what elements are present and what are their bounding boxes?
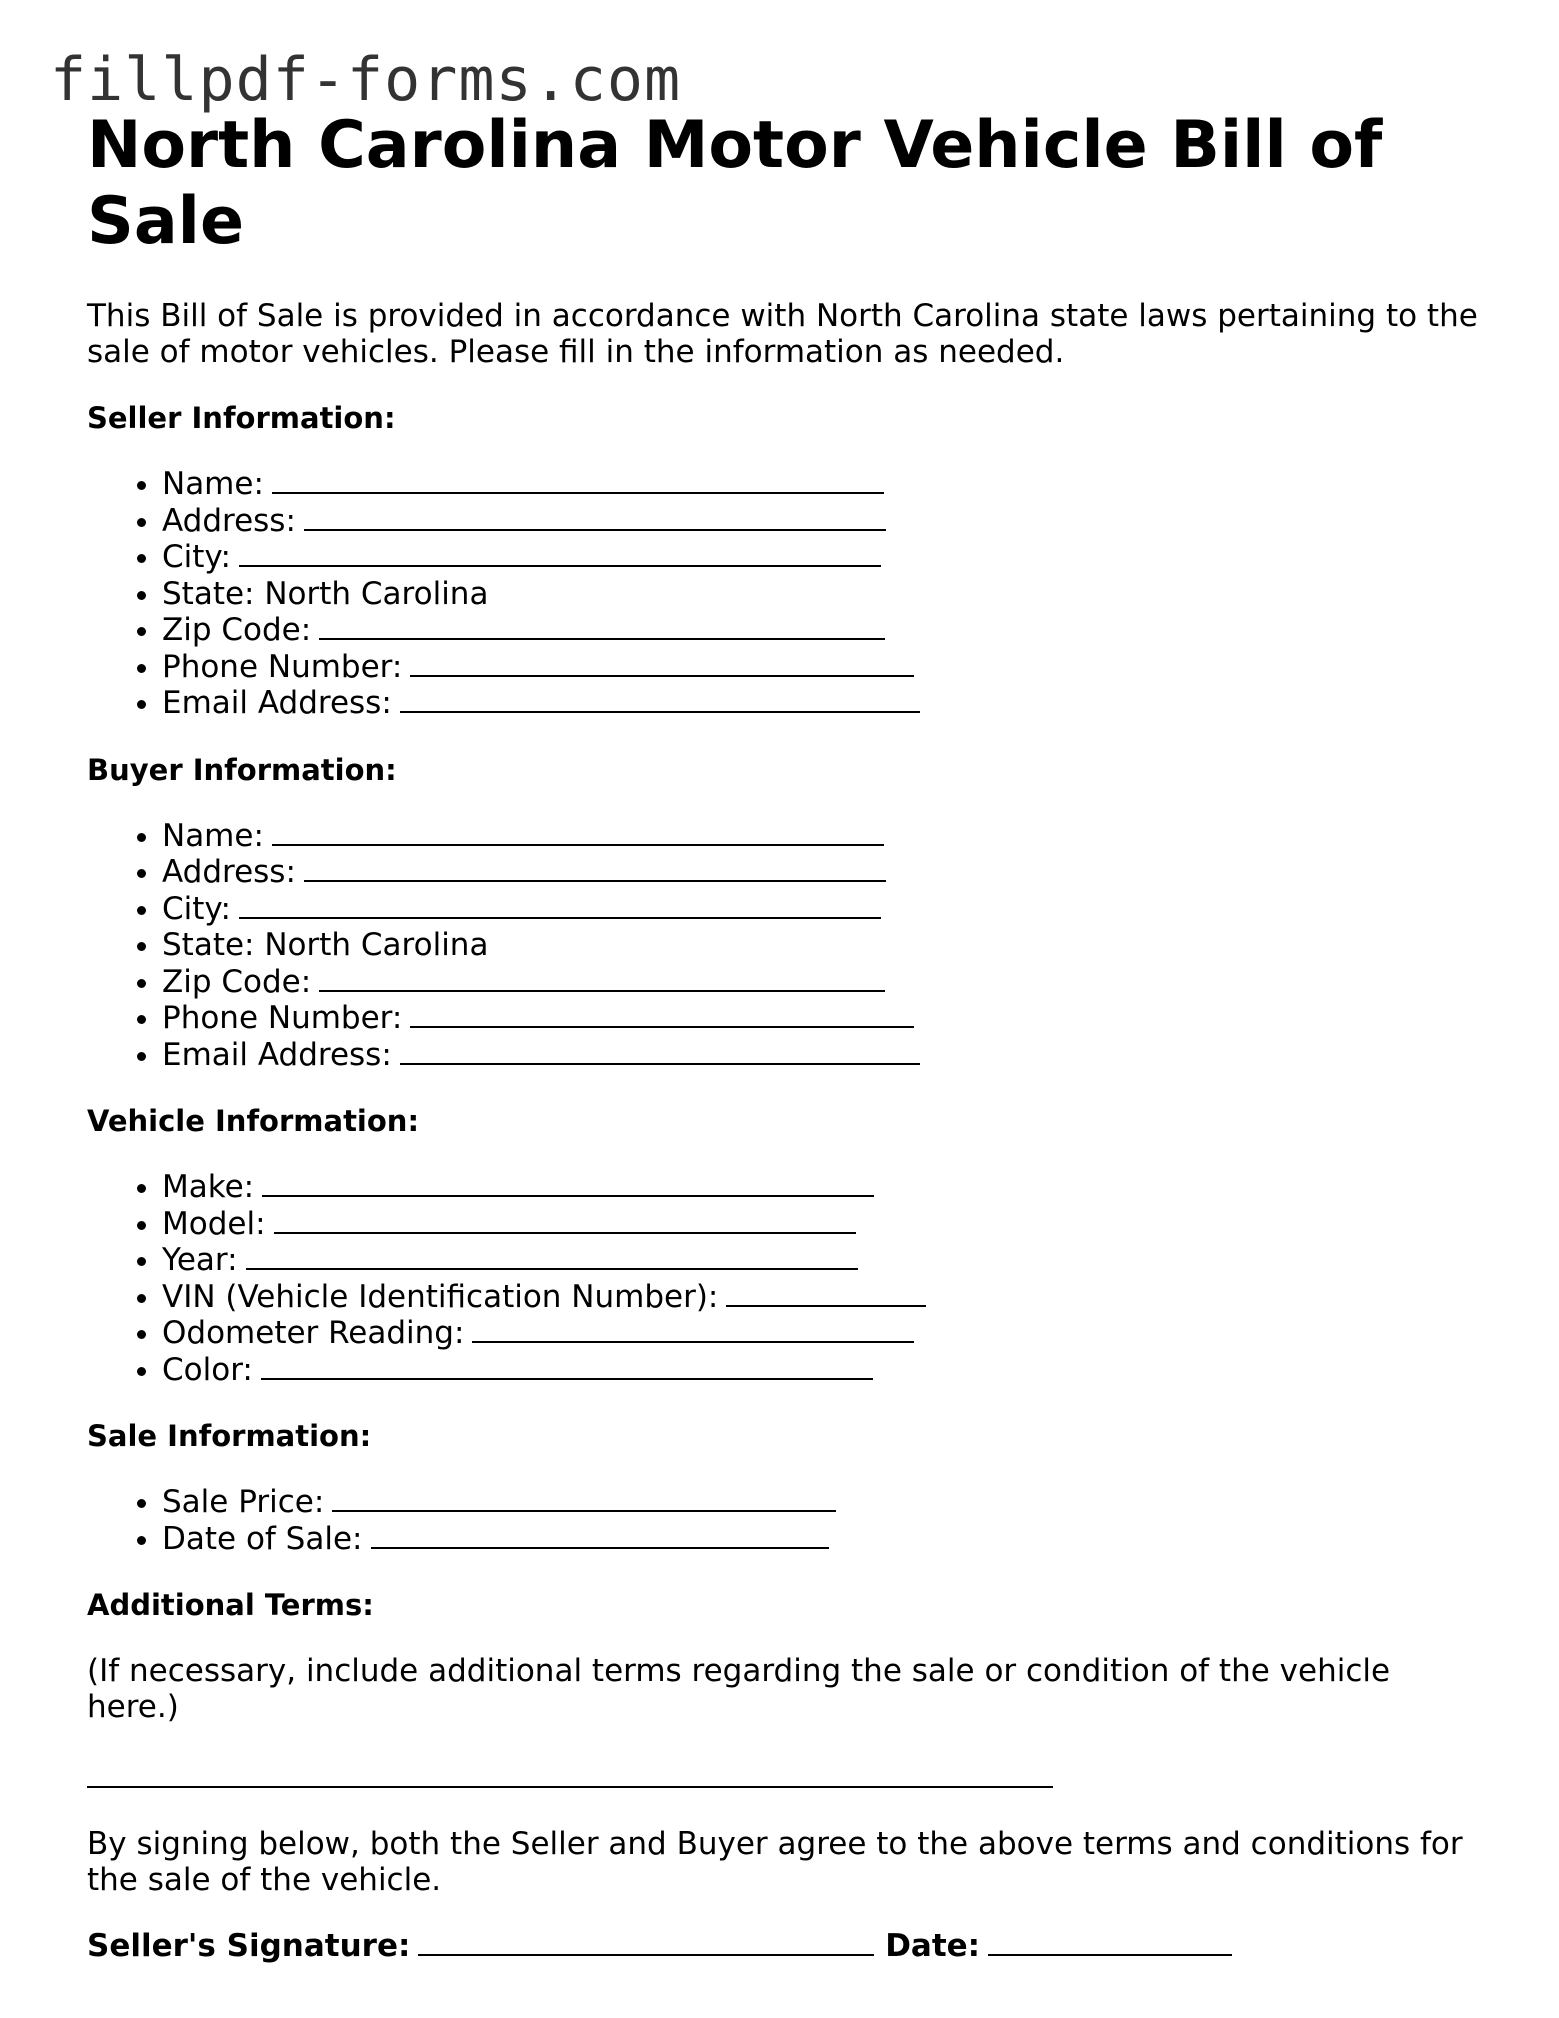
terms-heading: Additional Terms: — [87, 1588, 374, 1622]
vehicle-year-item — [162, 1242, 1487, 1279]
seller-signature-field[interactable] — [418, 1928, 874, 1956]
vehicle-color-field[interactable] — [261, 1352, 873, 1380]
buyer-zip-item — [162, 964, 1487, 1001]
vehicle-vin-item — [162, 1279, 1487, 1316]
buyer-phone-label: Phone Number: — [162, 1000, 403, 1036]
seller-signature-label: Seller's Signature: — [87, 1928, 411, 1964]
vehicle-odometer-label: Odometer Reading: — [162, 1315, 465, 1351]
vehicle-model-item — [162, 1206, 1487, 1243]
sale-date-label: Date of Sale: — [162, 1520, 363, 1557]
buyer-zip-label: Zip Code: — [162, 963, 312, 1000]
buyer-zip-field[interactable] — [319, 964, 885, 992]
seller-heading: Seller Information: — [87, 401, 396, 435]
agreement-paragraph: By signing below, both the Seller and Buyer agree to the above terms and conditions for the sale of the vehicle. — [87, 1826, 1463, 1898]
vehicle-model-label: Model: — [162, 1205, 266, 1242]
signature-date-field[interactable] — [988, 1928, 1232, 1956]
sale-heading: Sale Information: — [87, 1419, 372, 1453]
sale-date-field[interactable] — [371, 1521, 829, 1549]
seller-email-field[interactable] — [400, 685, 920, 713]
vehicle-color-label: Color: — [162, 1351, 253, 1388]
seller-city-item — [162, 539, 1487, 576]
seller-zip-item — [162, 612, 1487, 649]
seller-address-field[interactable] — [304, 503, 886, 531]
buyer-heading: Buyer Information: — [87, 752, 397, 787]
page-title: North Carolina Motor Vehicle Bill of Sale — [87, 108, 1383, 259]
seller-name-item — [162, 466, 1487, 503]
buyer-email-field[interactable] — [400, 1037, 920, 1065]
vehicle-make-field[interactable] — [262, 1169, 874, 1197]
vehicle-make-label: Make: — [162, 1169, 255, 1205]
buyer-state-item — [162, 927, 1487, 964]
vehicle-model-field[interactable] — [274, 1206, 856, 1234]
sale-date-item — [162, 1521, 1487, 1558]
vehicle-odometer-field[interactable] — [472, 1315, 914, 1343]
vehicle-color-item — [162, 1352, 1487, 1389]
buyer-city-item — [162, 891, 1487, 928]
buyer-phone-field[interactable] — [410, 1000, 914, 1028]
seller-name-label: Name: — [162, 466, 264, 502]
buyer-state-label: State: North Carolina — [162, 927, 489, 963]
intro-paragraph: This Bill of Sale is provided in accordance with North Carolina state laws pertaining to the sale of motor vehicles. Please fill in the information as needed. — [87, 298, 1478, 370]
buyer-name-field[interactable] — [272, 818, 884, 846]
seller-phone-field[interactable] — [410, 649, 914, 677]
buyer-list — [87, 818, 1487, 1074]
buyer-phone-item — [162, 1000, 1487, 1037]
terms-note: (If necessary, include additional terms regarding the sale or condition of the vehicle here.) — [87, 1653, 1391, 1725]
sale-price-item — [162, 1484, 1487, 1521]
seller-zip-label: Zip Code: — [162, 612, 312, 648]
seller-phone-item — [162, 649, 1487, 686]
seller-list — [87, 466, 1487, 722]
signature-date-label: Date: — [885, 1928, 981, 1964]
terms-field[interactable] — [87, 1785, 1053, 1788]
buyer-city-field[interactable] — [239, 891, 881, 919]
buyer-city-label: City: — [162, 890, 231, 927]
buyer-email-item — [162, 1037, 1487, 1074]
sale-price-label: Sale Price: — [162, 1484, 325, 1520]
seller-city-label: City: — [162, 539, 231, 575]
buyer-address-label: Address: — [162, 854, 296, 890]
seller-zip-field[interactable] — [319, 612, 885, 640]
buyer-email-label: Email Address: — [162, 1036, 392, 1073]
vehicle-vin-label: VIN (Vehicle Identification Number): — [162, 1278, 719, 1315]
buyer-name-label: Name: — [162, 817, 264, 854]
seller-phone-label: Phone Number: — [162, 648, 403, 685]
signature-row — [87, 1928, 1487, 1964]
seller-address-item — [162, 503, 1487, 540]
watermark: fillpdf-forms.com — [50, 45, 682, 115]
seller-state-item — [162, 576, 1487, 613]
vehicle-year-label: Year: — [162, 1242, 238, 1278]
vehicle-heading: Vehicle Information: — [87, 1104, 420, 1138]
vehicle-odometer-item — [162, 1315, 1487, 1352]
seller-state-label: State: North Carolina — [162, 575, 489, 612]
seller-name-field[interactable] — [272, 466, 884, 494]
vehicle-year-field[interactable] — [246, 1242, 858, 1270]
seller-city-field[interactable] — [239, 539, 881, 567]
buyer-name-item — [162, 818, 1487, 855]
seller-email-label: Email Address: — [162, 685, 392, 721]
sale-list — [87, 1484, 1487, 1557]
buyer-address-field[interactable] — [304, 854, 886, 882]
sale-price-field[interactable] — [332, 1484, 836, 1512]
vehicle-make-item — [162, 1169, 1487, 1206]
seller-address-label: Address: — [162, 502, 296, 539]
seller-email-item — [162, 685, 1487, 722]
vehicle-vin-field[interactable] — [726, 1279, 926, 1307]
buyer-address-item — [162, 854, 1487, 891]
document-page — [87, 108, 1487, 1964]
vehicle-list — [87, 1169, 1487, 1388]
